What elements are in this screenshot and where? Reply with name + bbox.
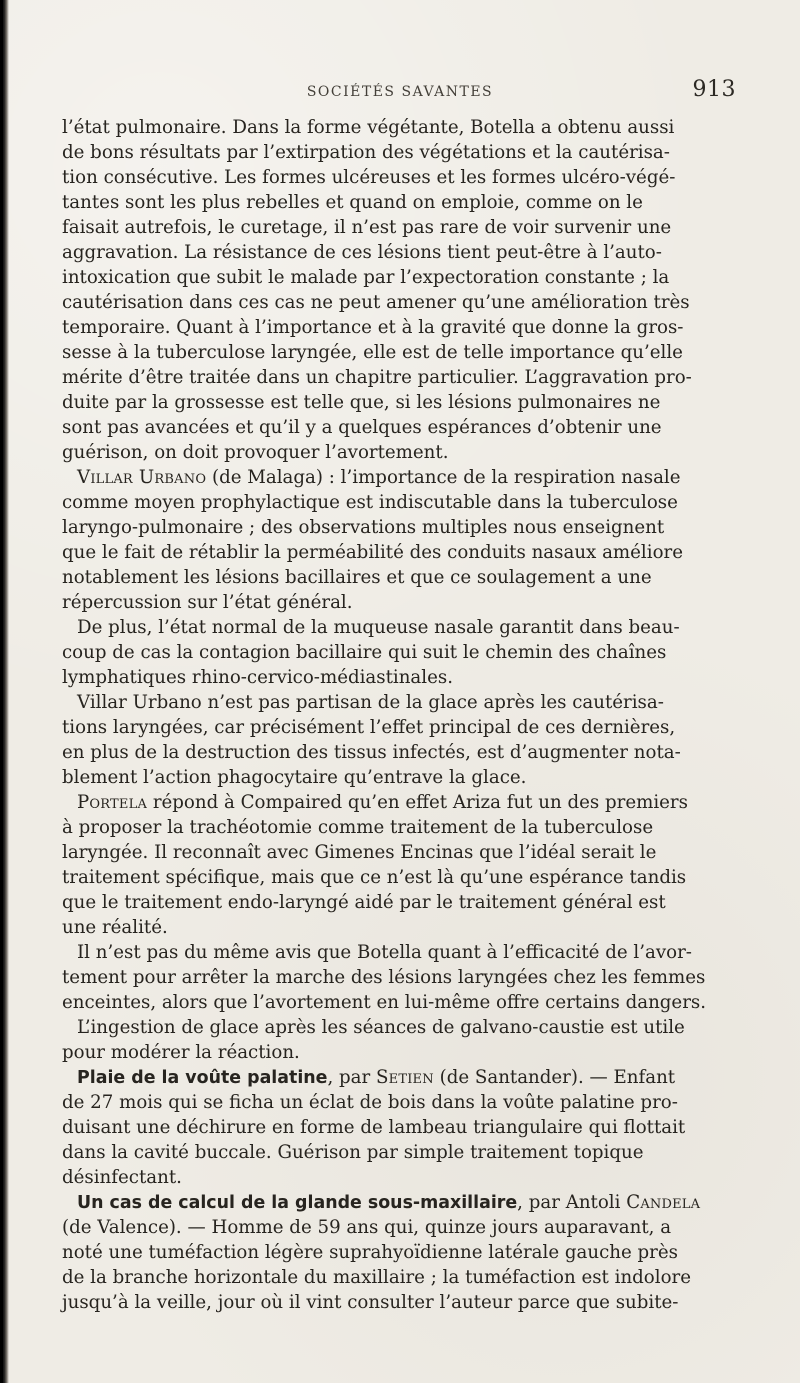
paragraph-start-villar xyxy=(62,465,740,490)
text-line: aggravation. La résistance de ces lésions tient peut-être à l’auto- xyxy=(62,242,662,263)
text-line: mérite d’être traitée dans un chapitre particulier. L’aggravation pro- xyxy=(62,367,692,388)
section-title: Plaie de la voûte palatine xyxy=(77,1068,328,1088)
paragraph-start-portela xyxy=(62,790,740,815)
text-line: noté une tuméfaction légère suprahyoïdienne latérale gauche près xyxy=(62,1242,678,1263)
text-line: temporaire. Quant à l’importance et à la gravité que donne la gros- xyxy=(62,317,684,338)
running-title: SOCIÉTÉS SAVANTES xyxy=(306,84,494,100)
text-line: tions laryngées, car précisément l’effet principal de ces dernières, xyxy=(62,717,676,738)
text-line: en plus de la destruction des tissus infectés, est d’augmenter nota- xyxy=(62,742,681,763)
text-fragment: répond à Compaired qu’en effet Ariza fut un des premiers xyxy=(147,792,688,813)
text-line: enceintes, alors que l’avortement en lui-même offre certains dangers. xyxy=(62,992,707,1013)
text-line: pour modérer la réaction. xyxy=(62,1042,300,1063)
section-heading-calculus xyxy=(62,1190,740,1215)
text-line: Villar Urbano n’est pas partisan de la glace après les cautérisa- xyxy=(77,692,664,713)
text-line: une réalité. xyxy=(62,917,168,938)
text-line: laryngo-pulmonaire ; des observations multiples nous enseignent xyxy=(62,517,665,538)
text-line: De plus, l’état normal de la muqueuse nasale garantit dans beau- xyxy=(77,617,680,638)
text-line: traitement spécifique, mais que ce n’est là qu’une espérance tandis xyxy=(62,867,687,888)
text-line: coup de cas la contagion bacillaire qui suit le chemin des chaînes xyxy=(62,642,667,663)
text-line: blement l’action phagocytaire qu’entrave la glace. xyxy=(62,767,527,788)
text-line: à proposer la trachéotomie comme traitement de la tuberculose xyxy=(62,817,654,838)
text-line: faisait autrefois, le curetage, il n’est pas rare de voir survenir une xyxy=(62,217,672,238)
text-line: dans la cavité buccale. Guérison par simple traitement topique xyxy=(62,1142,644,1163)
page-header xyxy=(62,76,738,108)
text-line: tement pour arrêter la marche des lésions laryngées chez les femmes xyxy=(62,967,706,988)
text-line: répercussion sur l’état général. xyxy=(62,592,353,613)
text-line: L’ingestion de glace après les séances de galvano-caustie est utile xyxy=(77,1017,685,1038)
text-fragment: (de Malaga) : l’importance de la respiration nasale xyxy=(206,467,681,488)
text-line: jusqu’à la veille, jour où il vint consulter l’auteur parce que subite- xyxy=(62,1292,679,1313)
text-line: de 27 mois qui se ficha un éclat de bois dans la voûte palatine pro- xyxy=(62,1092,678,1113)
text-line: duite par la grossesse est telle que, si les lésions pulmonaires ne xyxy=(62,392,661,413)
text-line: sesse à la tuberculose laryngée, elle est de telle importance qu’elle xyxy=(62,342,683,363)
text-line: cautérisation dans ces cas ne peut amener qu’une amélioration très xyxy=(62,292,690,313)
section-heading-palate xyxy=(62,1065,740,1090)
text-line: que le fait de rétablir la perméabilité des conduits nasaux améliore xyxy=(62,542,683,563)
text-line: sont pas avancées et qu’il y a quelques espérances d’obtenir une xyxy=(62,417,662,438)
heading-connector: , par Antoli xyxy=(517,1192,627,1213)
text-line: laryngée. Il reconnaît avec Gimenes Encinas que l’idéal serait le xyxy=(62,842,657,863)
speaker-name: Portela xyxy=(77,792,148,813)
text-line: intoxication que subit le malade par l’expectoration constante ; la xyxy=(62,267,670,288)
text-line: duisant une déchirure en forme de lambeau triangulaire qui flottait xyxy=(62,1117,686,1138)
text-line: (de Valence). — Homme de 59 ans qui, quinze jours auparavant, a xyxy=(62,1217,672,1238)
text-line: Il n’est pas du même avis que Botella quant à l’efficacité de l’avor- xyxy=(77,942,692,963)
author-name: Setien xyxy=(376,1067,434,1088)
text-line: notablement les lésions bacillaires et que ce soulagement a une xyxy=(62,567,652,588)
text-line: désinfectant. xyxy=(62,1167,182,1188)
text-line: de la branche horizontale du maxillaire ; la tuméfaction est indolore xyxy=(62,1267,691,1288)
article-body xyxy=(62,115,740,1315)
page-binding-edge xyxy=(0,0,9,1383)
text-line: guérison, on doit provoquer l’avortement. xyxy=(62,442,449,463)
text-line: tantes sont les plus rebelles et quand on emploie, comme on le xyxy=(62,192,643,213)
text-line: comme moyen prophylactique est indiscutable dans la tuberculose xyxy=(62,492,678,513)
text-line: l’état pulmonaire. Dans la forme végétante, Botella a obtenu aussi xyxy=(62,117,675,138)
heading-connector: , par xyxy=(327,1067,376,1088)
author-name: Candela xyxy=(626,1192,701,1213)
speaker-name: Villar Urbano xyxy=(77,467,207,488)
author-location: (de Santander). — Enfant xyxy=(433,1067,676,1088)
text-line: que le traitement endo-laryngé aidé par le traitement général est xyxy=(62,892,666,913)
text-line: tion consécutive. Les formes ulcéreuses et les formes ulcéro-végé- xyxy=(62,167,676,188)
section-title: Un cas de calcul de la glande sous-maxillaire xyxy=(77,1193,518,1213)
text-line: lymphatiques rhino-cervico-médiastinales. xyxy=(62,667,453,688)
page-number: 913 xyxy=(692,77,736,102)
text-line: de bons résultats par l’extirpation des végétations et la cautérisa- xyxy=(62,142,670,163)
